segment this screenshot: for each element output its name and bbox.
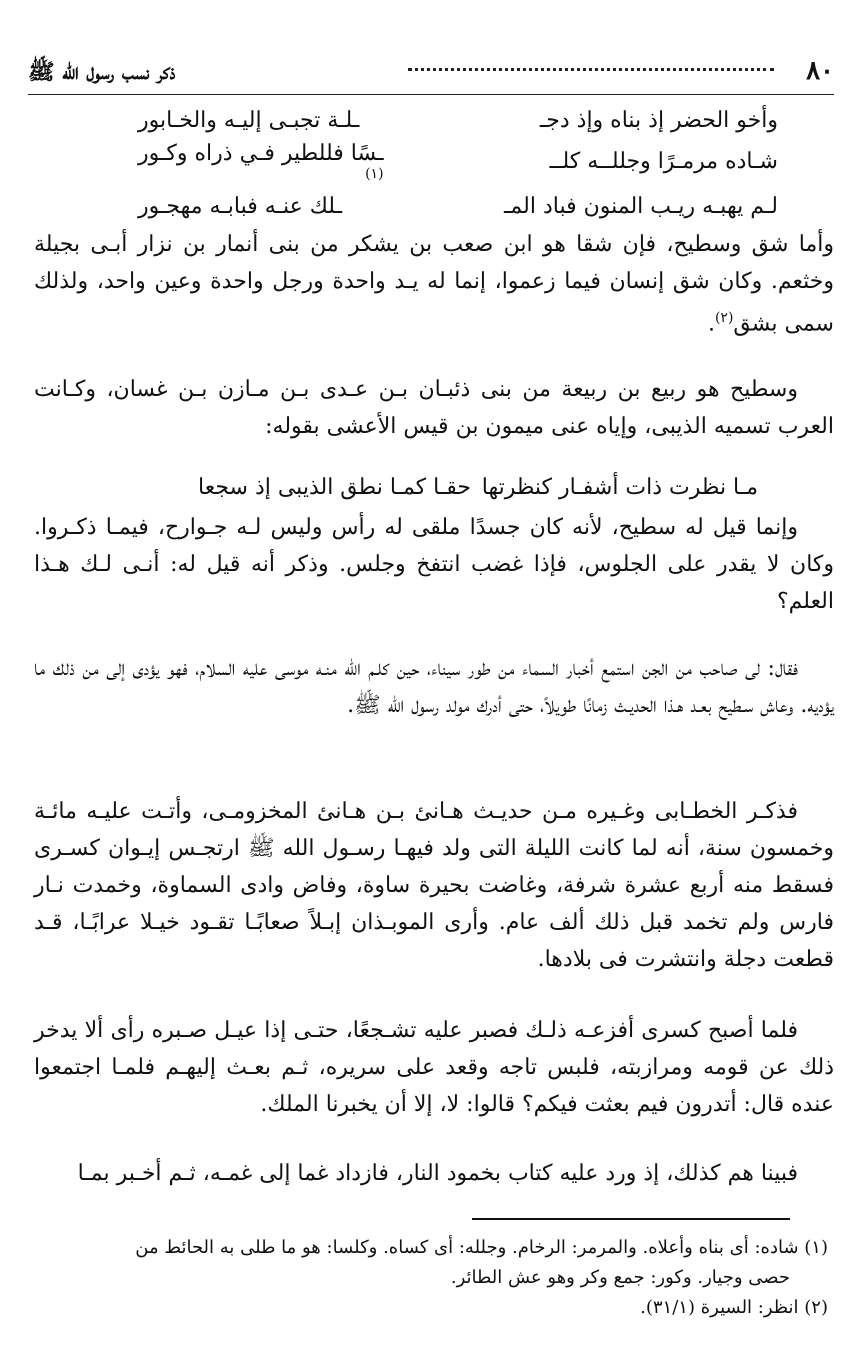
page-header (28, 54, 834, 95)
poem-hemistich-first: وأخو الحضر إذ بناه وإذ دجـ (539, 107, 778, 133)
poem-hemistich-first: لـم يهبـه ريـب المنون فباد المـ (503, 193, 778, 219)
paragraph-satih: وسطيح هو ربيع بن ربيعة من بنى ذئبـان بـن عـدى بـن مـازن بـن غسان، وكـانت العرب تسميه الذيبى، وإياه عنى ميمون بن قيس الأعشى بقوله: (34, 377, 834, 439)
poem-hemistich-first: شـاده مرمـرًا وجللــه كلــ (549, 148, 778, 174)
footnote-1-line-2: حصى وجيار. وكور: جمع وكر وهو عش الطائر. (450, 1267, 790, 1288)
paragraph-jinn: فقال: لى صاحب من الجن استمع أخبار السماء من طور سيناء، حين كلـم الله منـه موسى عليه السلام، فهو يؤدى إلى من ذلك ما يؤديه. وعاش سـطيح بعـد هـذا الحديـث زمانًا طويلاً، حتى أدرك مولد رسول الله ﷺ. (34, 656, 834, 718)
footnote-separator (472, 1218, 790, 1220)
poem-line-2 (138, 140, 778, 182)
footnote-1-line-1: (١) شاده: أى بناه وأعلاه. والمرمر: الرخام. وجلله: أى كساه. وكلسا: هو ما طلى به الحائط من (135, 1237, 828, 1258)
paragraph-shiq: وأما شق وسطيح، فإن شقا هو ابن صعب بن يشكر من بنى أنمار بن نزار أبـى بجيلة وخثعم. وكان شق إنسان فيما زعموا، إنما له يـد واحدة ورجل واحدة وعين واحد، ولذلك سمى بشق$^{(٢)}$. (34, 232, 834, 337)
paragraph-satih-body: وإنما قيل له سطيح، لأنه كان جسدًا ملقى له رأس وليس لـه جـوارح، فيمـا ذكـروا. وكان لا يقدر على الجلوس، فإذا غضب انتفخ وجلس. وذكر أنه قيل له: أنـى لـك هـذا العلم؟ (34, 515, 834, 614)
poem-line-1 (138, 102, 778, 138)
poem-hemistich-second: ـسًا فللطير فـي ذراه وكـور (١) (138, 140, 384, 182)
poem-hemistich-second: ـلـة تجبـى إليـه والخـابور (138, 107, 360, 133)
poem-hemistich-second: ـلك عنـه فبابـه مهجـور (138, 193, 343, 219)
paragraph-kisra: فلما أصبح كسرى أفزعـه ذلـك فصبر عليه تشـجعًا، حتـى إذا عيـل صـبره رأى ألا يدخر ذلك عن قومه ومرازبته، فلبس تاجه وقعد على سريره، ثـم بعـث إليهـم فلمـا اجتمعوا عنده قال: أتدرون فيم بعثت فيكم؟ قالوا: لا، إلا أن يخبرنا الملك. (34, 1018, 834, 1117)
running-title: ذكر نسب رسول الله ﷺ (28, 59, 176, 85)
verse-line (198, 469, 758, 505)
paragraph-continued: فبينا هم كذلك، إذ ورد عليه كتاب بخمود النار، فازداد غما إلى غمـه، ثـم أخـبر بمـا (77, 1161, 798, 1186)
verse-hemistich-first: مـا نظرت ذات أشفـار كنظرتها (481, 474, 758, 500)
page-number: ٨٠ (806, 56, 834, 86)
verse-hemistich-second: حقـا كمـا نطق الذيبى إذ سجعا (198, 474, 472, 500)
paragraph-khattabi: فذكـر الخطـابى وغـيره مـن حديـث هـانئ بـن هـانئ المخزومـى، وأتـت عليـه مائـة وخمسون سنة، أنه لما كانت الليلة التى ولد فيهـا رسـول الله ﷺ ارتجـس إيـوان كسـرى فسقط منه أربع عشرة شرفة، وغاضت بحيرة ساوة، وفاض وادى السماوة، وخمدت نـار فارس ولم تخمد قبل ذلك ألف عام. وأرى الموبـذان إبـلاً صعابًـا تقـود خيـلا عرابًـا، قـد قطعت دجلة وانتشرت فى بلادها. (34, 799, 834, 972)
footnote-marker-1: (١) (365, 165, 384, 182)
header-dot-leader (408, 68, 774, 71)
poem-line-3 (138, 188, 778, 224)
footnote-2: (٢) انظر: السيرة (٣١/١). (640, 1297, 828, 1318)
footnote-marker-2: (٢) (714, 310, 734, 326)
